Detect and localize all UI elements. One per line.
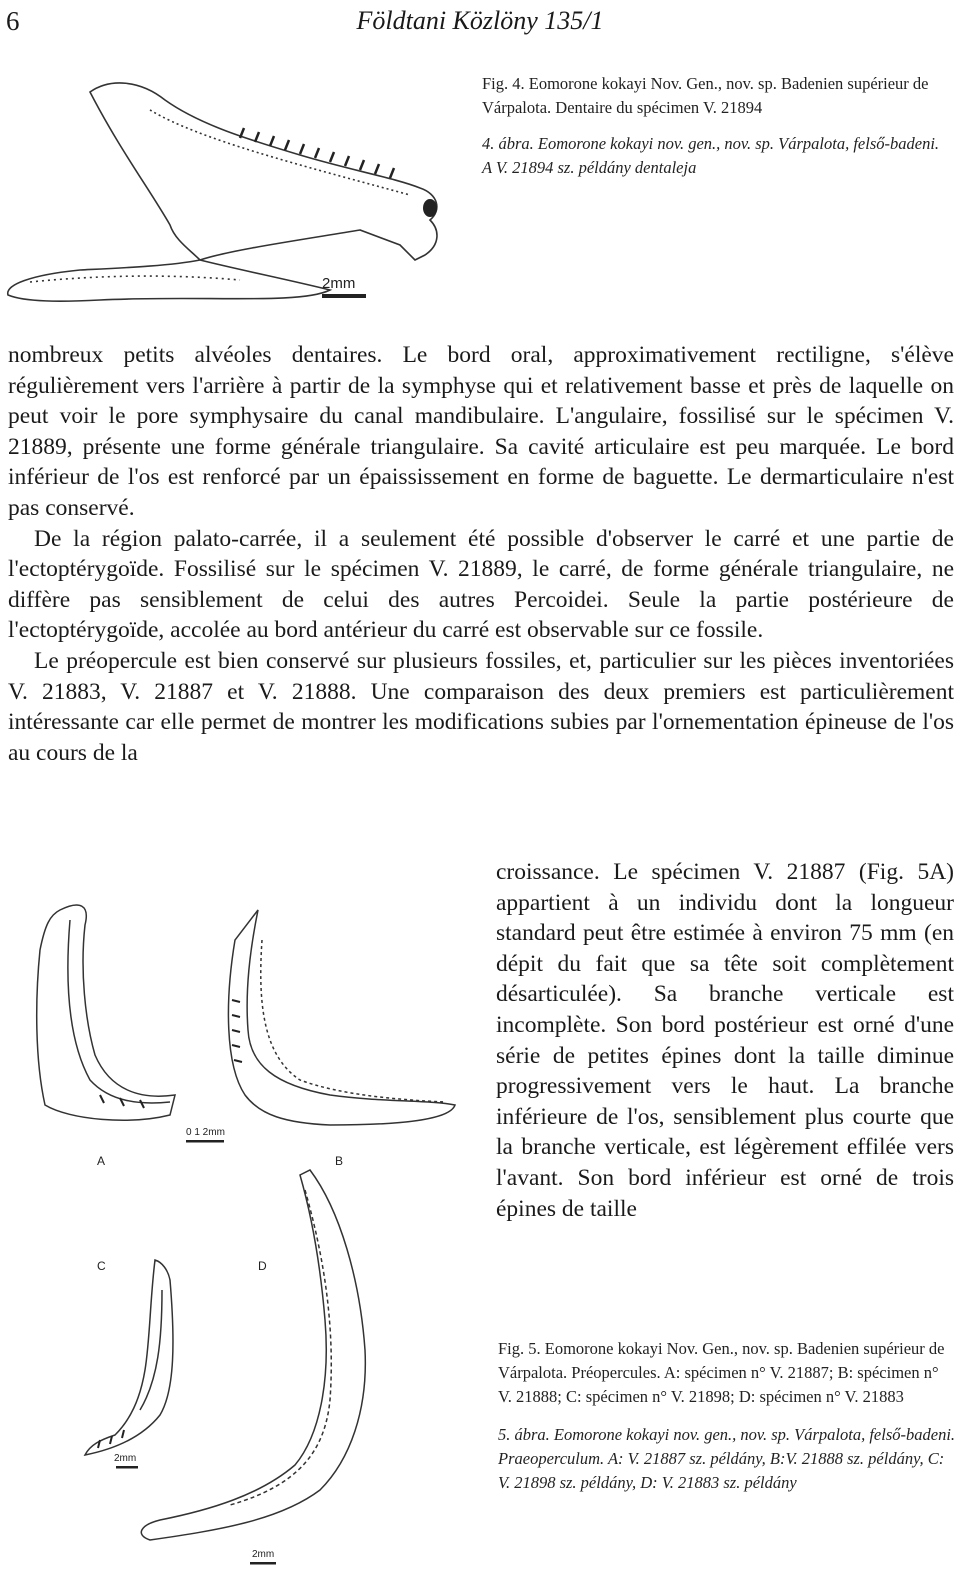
page-number: 6	[6, 6, 20, 36]
figure-5-label-b: B	[335, 1154, 344, 1168]
figure-5-label-d: D	[258, 1259, 267, 1273]
preopercle-d	[141, 1170, 365, 1540]
paragraph-1: nombreux petits alvéoles dentaires. Le bord oral, approximativement rectiligne, s'élève régulièrement vers l'arrière à partir de la symphyse qui et relativement basse et près de laquelle on peut voir le pore symphysaire du canal mandibulaire. L'angulaire, fossilisé sur le spécimen V. 21889, présente une forme générale triangulaire. Sa cavité articulaire est peu marquée. Le bord inférieur de l'os est renforcé par un épaississement en forme de baguette. Le dermarticulaire n'est pas conservé.	[8, 342, 954, 521]
figure-4-caption-french: Fig. 4. Eomorone kokayi Nov. Gen., nov. sp. Badenien supérieur de Várpalota. Dentaire du spécimen V. 21894	[482, 74, 929, 117]
figure-5-preopercle-drawings	[0, 880, 490, 1569]
paragraph-3-full-width: Le préopercule est bien conservé sur plusieurs fossiles, et, particulier sur les pièces inventoriées V. 21883, V. 21887 et V. 21888. Une comparaison des deux premiers est particulièrement intéressante car elle permet de montrer les modifications subies par l'ornementation épineuse de l'os au cours de la	[8, 647, 954, 766]
paragraph-2: De la région palato-carrée, il a seulement été possible d'observer le carré et une partie de l'ectoptérygoïde. Fossilisé sur le spécimen V. 21889, le carré, de forme générale triangulaire, ne diffère pas sensiblement de celui des autres Percoidei. Seule la partie postérieure de l'ectoptérygoïde, accolée au bord antérieur du carré est observable sur ce fossile.	[8, 525, 954, 644]
paragraph-3-side-column: croissance. Le spécimen V. 21887 (Fig. 5A) appartient à un individu dont la longueur standard peut être estimée à environ 75 mm (en dépit du fait que sa tête soit complètement désarticulée). Sa branche verticale est incomplète. Son bord postérieur est orné d'une série de petites épines dont la taille diminue progressivement vers le haut. La branche inférieure de l'os, sensiblement plus courte que la branche verticale, est légèrement effilée vers l'avant. Son bord inférieur est orné de trois épines de taille	[496, 859, 954, 1222]
figure-5-label-c: C	[97, 1259, 106, 1273]
preopercle-c	[85, 1260, 173, 1455]
figure-5-caption	[498, 1337, 956, 1495]
figure-5-scale-ab: 0 1 2mm	[186, 1127, 225, 1138]
figure-4-caption	[482, 72, 952, 180]
figure-5-scale-c: 2mm	[114, 1453, 137, 1464]
figure-5-label-a: A	[97, 1154, 106, 1168]
running-title: Földtani Közlöny 135/1	[356, 6, 604, 35]
figure-5-caption-hungarian: 5. ábra. Eomorone kokayi nov. gen., nov. sp. Várpalota, felső-badeni. Praeoperculum. A: V. 21887 sz. példány, B:V. 21888 sz. példány, C: V. 21898 sz. példány, D: V. 21883 sz. példány	[498, 1425, 956, 1492]
figure-5-scale-d: 2mm	[252, 1549, 275, 1560]
figure-4-scale-label: 2mm	[322, 275, 356, 292]
figure-5-caption-french: Fig. 5. Eomorone kokayi Nov. Gen., nov. sp. Badenien supérieur de Várpalota. Préopercules. A: spécimen n° V. 21887; B: spécimen n° V. 21888; C: spécimen n° V. 21898; D: spécimen n° V. 21883	[498, 1339, 945, 1406]
figure-4-caption-hungarian: 4. ábra. Eomorone kokayi nov. gen., nov. sp. Várpalota, felső-badeni. A V. 21894 sz. példány dentaleja	[482, 134, 940, 177]
preopercle-a	[37, 905, 175, 1120]
body-text-main	[8, 340, 954, 768]
figure-4-dentary-drawing	[0, 70, 470, 340]
